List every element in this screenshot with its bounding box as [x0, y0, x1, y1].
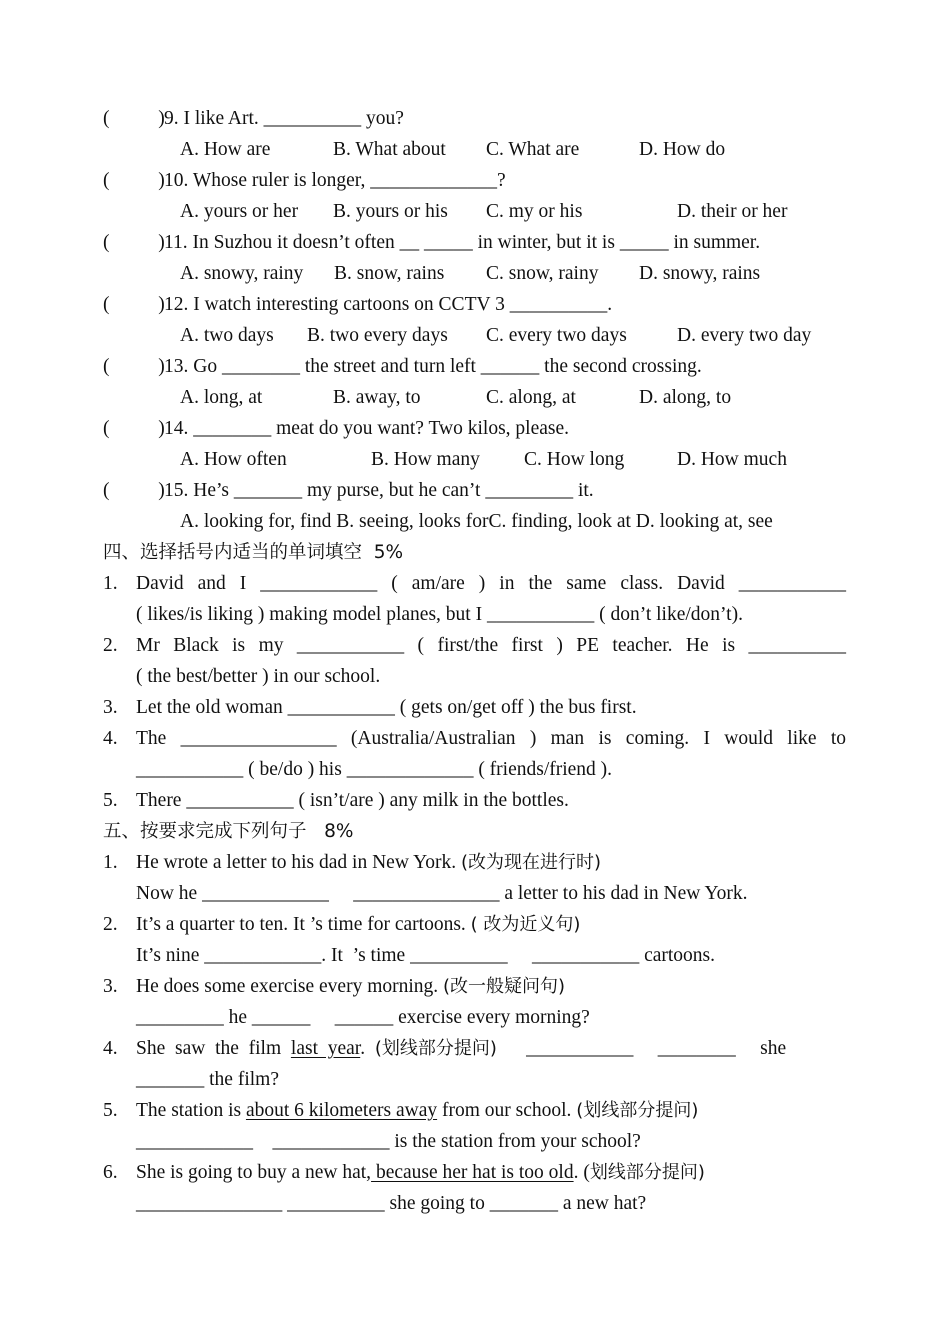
item-number: 4.: [103, 1038, 118, 1059]
answer-bracket: ( ): [103, 418, 165, 439]
answer-line: ____________ ____________ is the station from your school?: [136, 1131, 641, 1152]
answer-option: D. How much: [677, 449, 787, 470]
instruction-line: [136, 1037, 786, 1061]
question-text: 12. I watch interesting cartoons on CCTV 3 __________.: [164, 294, 613, 315]
answer-option: A. How often: [180, 449, 287, 470]
answer-option: D. How do: [639, 139, 726, 160]
sentence-text: from our school.: [437, 1100, 577, 1121]
question-text: 11. In Suzhou it doesn’t often __ _____ in winter, but it is _____ in summer.: [164, 232, 761, 253]
instruction-note: (改为现在进行时): [460, 852, 601, 873]
answer-option: C. along, at: [486, 387, 576, 408]
instruction-note: (改一般疑问句): [443, 976, 566, 997]
sentence-text: She saw the film: [136, 1038, 291, 1059]
instruction-line: [136, 1161, 705, 1185]
answer-line: _______________ __________ she going to _______ a new hat?: [136, 1193, 647, 1214]
answer-option: B. away, to: [333, 387, 421, 408]
item-number: 4.: [103, 728, 118, 749]
item-text: Mr Black is my ___________ ( first/the first ) PE teacher. He is __________: [136, 635, 846, 656]
question-text: 15. He’s _______ my purse, but he can’t _________ it.: [164, 480, 594, 501]
item-number: 1.: [103, 852, 118, 873]
answer-option: D. snowy, rains: [639, 263, 761, 284]
item-number: 3.: [103, 697, 118, 718]
item-number: 2.: [103, 914, 118, 935]
answer-option: D. along, to: [639, 387, 732, 408]
answer-blanks: ___________ ________ she: [496, 1038, 787, 1059]
answer-bracket: ( ): [103, 170, 165, 191]
item-number: 3.: [103, 976, 118, 997]
instruction-line: [136, 851, 601, 875]
answer-line: It’s nine ____________. It ’s time __________ ___________ cartoons.: [136, 945, 716, 966]
instruction-line: [136, 1099, 698, 1123]
item-text: ( the best/better ) in our school.: [136, 666, 381, 687]
question-text: 14. ________ meat do you want? Two kilos, please.: [164, 418, 570, 439]
item-text: ( likes/is liking ) making model planes, but I ___________ ( don’t like/don’t).: [136, 604, 743, 625]
answer-option: A. two days: [180, 325, 274, 346]
sentence-text: She is going to buy a new hat,: [136, 1162, 372, 1183]
section-title: 五、按要求完成下列句子 8%: [103, 821, 354, 842]
answer-option: D. every two day: [677, 325, 812, 346]
answer-option: B. two every days: [307, 325, 448, 346]
item-number: 1.: [103, 573, 118, 594]
answer-option: A. long, at: [180, 387, 263, 408]
instruction-note: ( 改为近义句): [470, 914, 581, 935]
item-text: ___________ ( be/do ) his _____________ ( friends/friend ).: [136, 759, 613, 780]
instruction-note: 划线部分提问): [589, 1162, 705, 1183]
answer-option: C. every two days: [486, 325, 627, 346]
question-text: 13. Go ________ the street and turn left ______ the second crossing.: [164, 356, 702, 377]
answer-option: C. What are: [486, 139, 580, 160]
answer-bracket: ( ): [103, 294, 165, 315]
item-text: David and I ____________ ( am/are ) in the same class. David ___________: [136, 573, 846, 594]
answer-line: _______ the film?: [136, 1069, 279, 1090]
answer-option: C. my or his: [486, 201, 583, 222]
instruction-line: [136, 913, 580, 937]
answer-option: A. yours or her: [180, 201, 299, 222]
question-text: 10. Whose ruler is longer, _____________?: [164, 170, 506, 191]
underlined-phrase: about 6 kilometers away: [245, 1100, 438, 1121]
answer-option: D. their or her: [677, 201, 788, 222]
item-number: 2.: [103, 635, 118, 656]
answer-option: B. What about: [333, 139, 446, 160]
item-text: Let the old woman ___________ ( gets on/get off ) the bus first.: [136, 697, 637, 718]
item-number: 6.: [103, 1162, 118, 1183]
answer-option: A. looking for, find B. seeing, looks forC. finding, look at D. looking at, see: [180, 511, 773, 532]
answer-bracket: ( ): [103, 108, 165, 129]
instruction-note: (划线部分提问): [576, 1100, 699, 1121]
sentence-text: . (: [573, 1162, 590, 1183]
sentence-text: He wrote a letter to his dad in New York.: [136, 852, 461, 873]
answer-option: A. snowy, rainy: [180, 263, 304, 284]
answer-option: C. snow, rainy: [486, 263, 599, 284]
item-text: The ________________ (Australia/Australian ) man is coming. I would like to: [136, 728, 846, 749]
answer-option: B. snow, rains: [334, 263, 445, 284]
answer-bracket: ( ): [103, 232, 165, 253]
sentence-text: It’s a quarter to ten. It ’s time for cartoons.: [136, 914, 471, 935]
instruction-note: (划线部分提问): [374, 1038, 497, 1059]
answer-option: A. How are: [180, 139, 271, 160]
sentence-text: He does some exercise every morning.: [136, 976, 444, 997]
answer-option: B. How many: [371, 449, 480, 470]
answer-bracket: ( ): [103, 480, 165, 501]
sentence-text: The station is: [136, 1100, 246, 1121]
item-number: 5.: [103, 790, 118, 811]
sentence-text: .: [360, 1038, 375, 1059]
item-text: There ___________ ( isn’t/are ) any milk in the bottles.: [136, 790, 569, 811]
question-text: 9. I like Art. __________ you?: [164, 108, 404, 129]
answer-line: _________ he ______ ______ exercise every morning?: [136, 1007, 590, 1028]
instruction-line: [136, 975, 565, 999]
underlined-phrase: because her hat is too old: [371, 1162, 574, 1183]
answer-option: C. How long: [524, 449, 625, 470]
underlined-phrase: last year: [290, 1038, 361, 1059]
item-number: 5.: [103, 1100, 118, 1121]
section-title: 四、选择括号内适当的单词填空 5%: [103, 542, 404, 563]
answer-bracket: ( ): [103, 356, 165, 377]
answer-option: B. yours or his: [333, 201, 448, 222]
answer-line: Now he _____________ _______________ a letter to his dad in New York.: [136, 883, 748, 904]
